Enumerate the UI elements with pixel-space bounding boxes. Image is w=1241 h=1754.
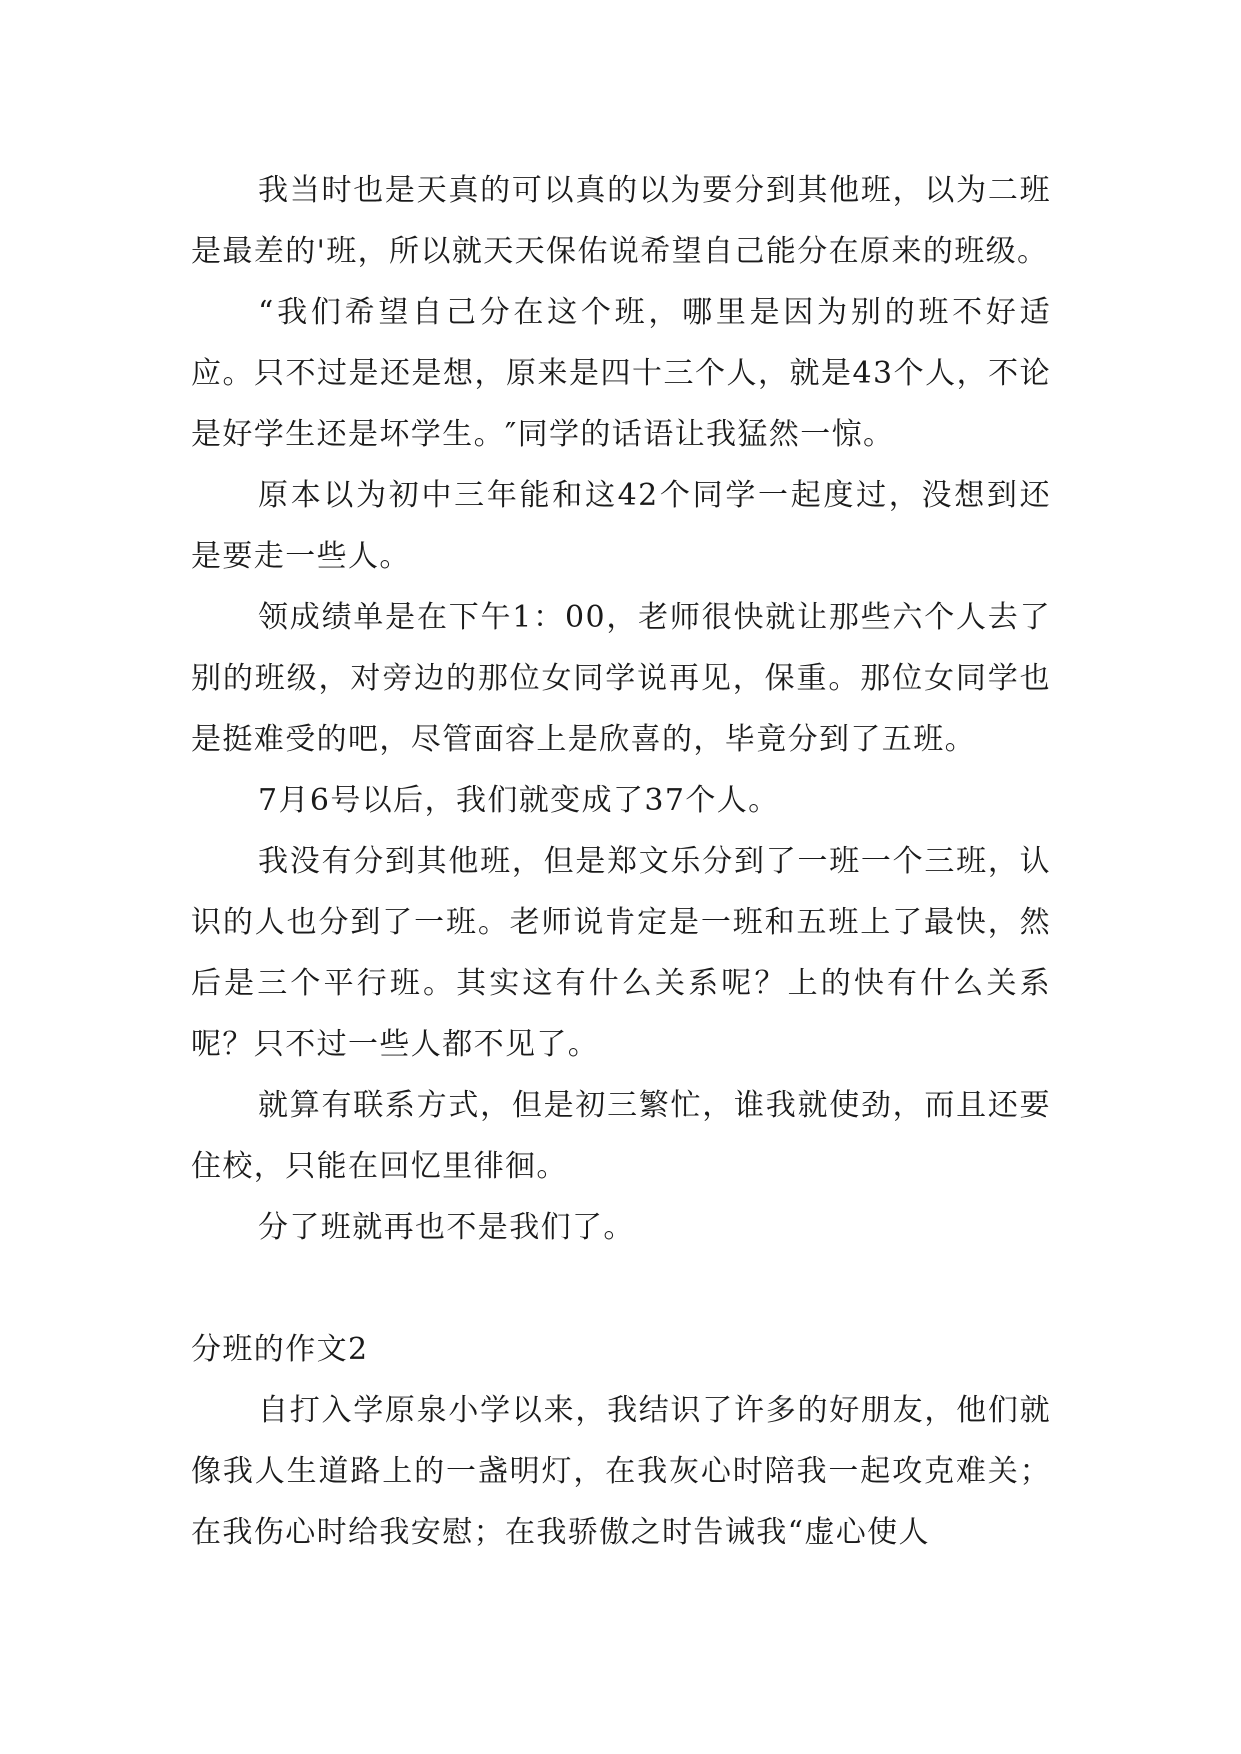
paragraph: 我没有分到其他班，但是郑文乐分到了一班一个三班，认识的人也分到了一班。老师说肯定是一班和五班上了最快，然后是三个平行班。其实这有什么关系呢？上的快有什么关系呢？只不过一些人都不见了。 xyxy=(191,844,1051,1062)
paragraph: 分了班就再也不是我们了。 xyxy=(258,1210,635,1245)
paragraph: “我们希望自己分在这个班，哪里是因为别的班不好适应。只不过是还是想，原来是四十三个人，就是43个人，不论是好学生还是坏学生。″同学的话语让我猛然一惊。 xyxy=(191,295,1051,452)
section-spacer xyxy=(191,1258,1051,1319)
paragraph: 我当时也是天真的可以真的以为要分到其他班，以为二班是最差的'班，所以就天天保佑说希望自己能分在原来的班级。 xyxy=(191,173,1051,269)
paragraph: 自打入学原泉小学以来，我结识了许多的好朋友，他们就像我人生道路上的一盏明灯，在我灰心时陪我一起攻克难关；在我伤心时给我安慰；在我骄傲之时告诫我“虚心使人 xyxy=(191,1393,1051,1550)
paragraph: 原本以为初中三年能和这42个同学一起度过，没想到还是要走一些人。 xyxy=(191,478,1051,574)
document-body xyxy=(191,160,1051,1563)
paragraph: 7月6号以后，我们就变成了37个人。 xyxy=(258,783,780,818)
section-heading: 分班的作文2 xyxy=(191,1332,369,1367)
paragraph: 就算有联系方式，但是初三繁忙，谁我就使劲，而且还要住校，只能在回忆里徘徊。 xyxy=(191,1088,1051,1184)
paragraph: 领成绩单是在下午1：00，老师很快就让那些六个人去了别的班级，对旁边的那位女同学说再见，保重。那位女同学也是挺难受的吧，尽管面容上是欣喜的，毕竟分到了五班。 xyxy=(191,600,1051,757)
